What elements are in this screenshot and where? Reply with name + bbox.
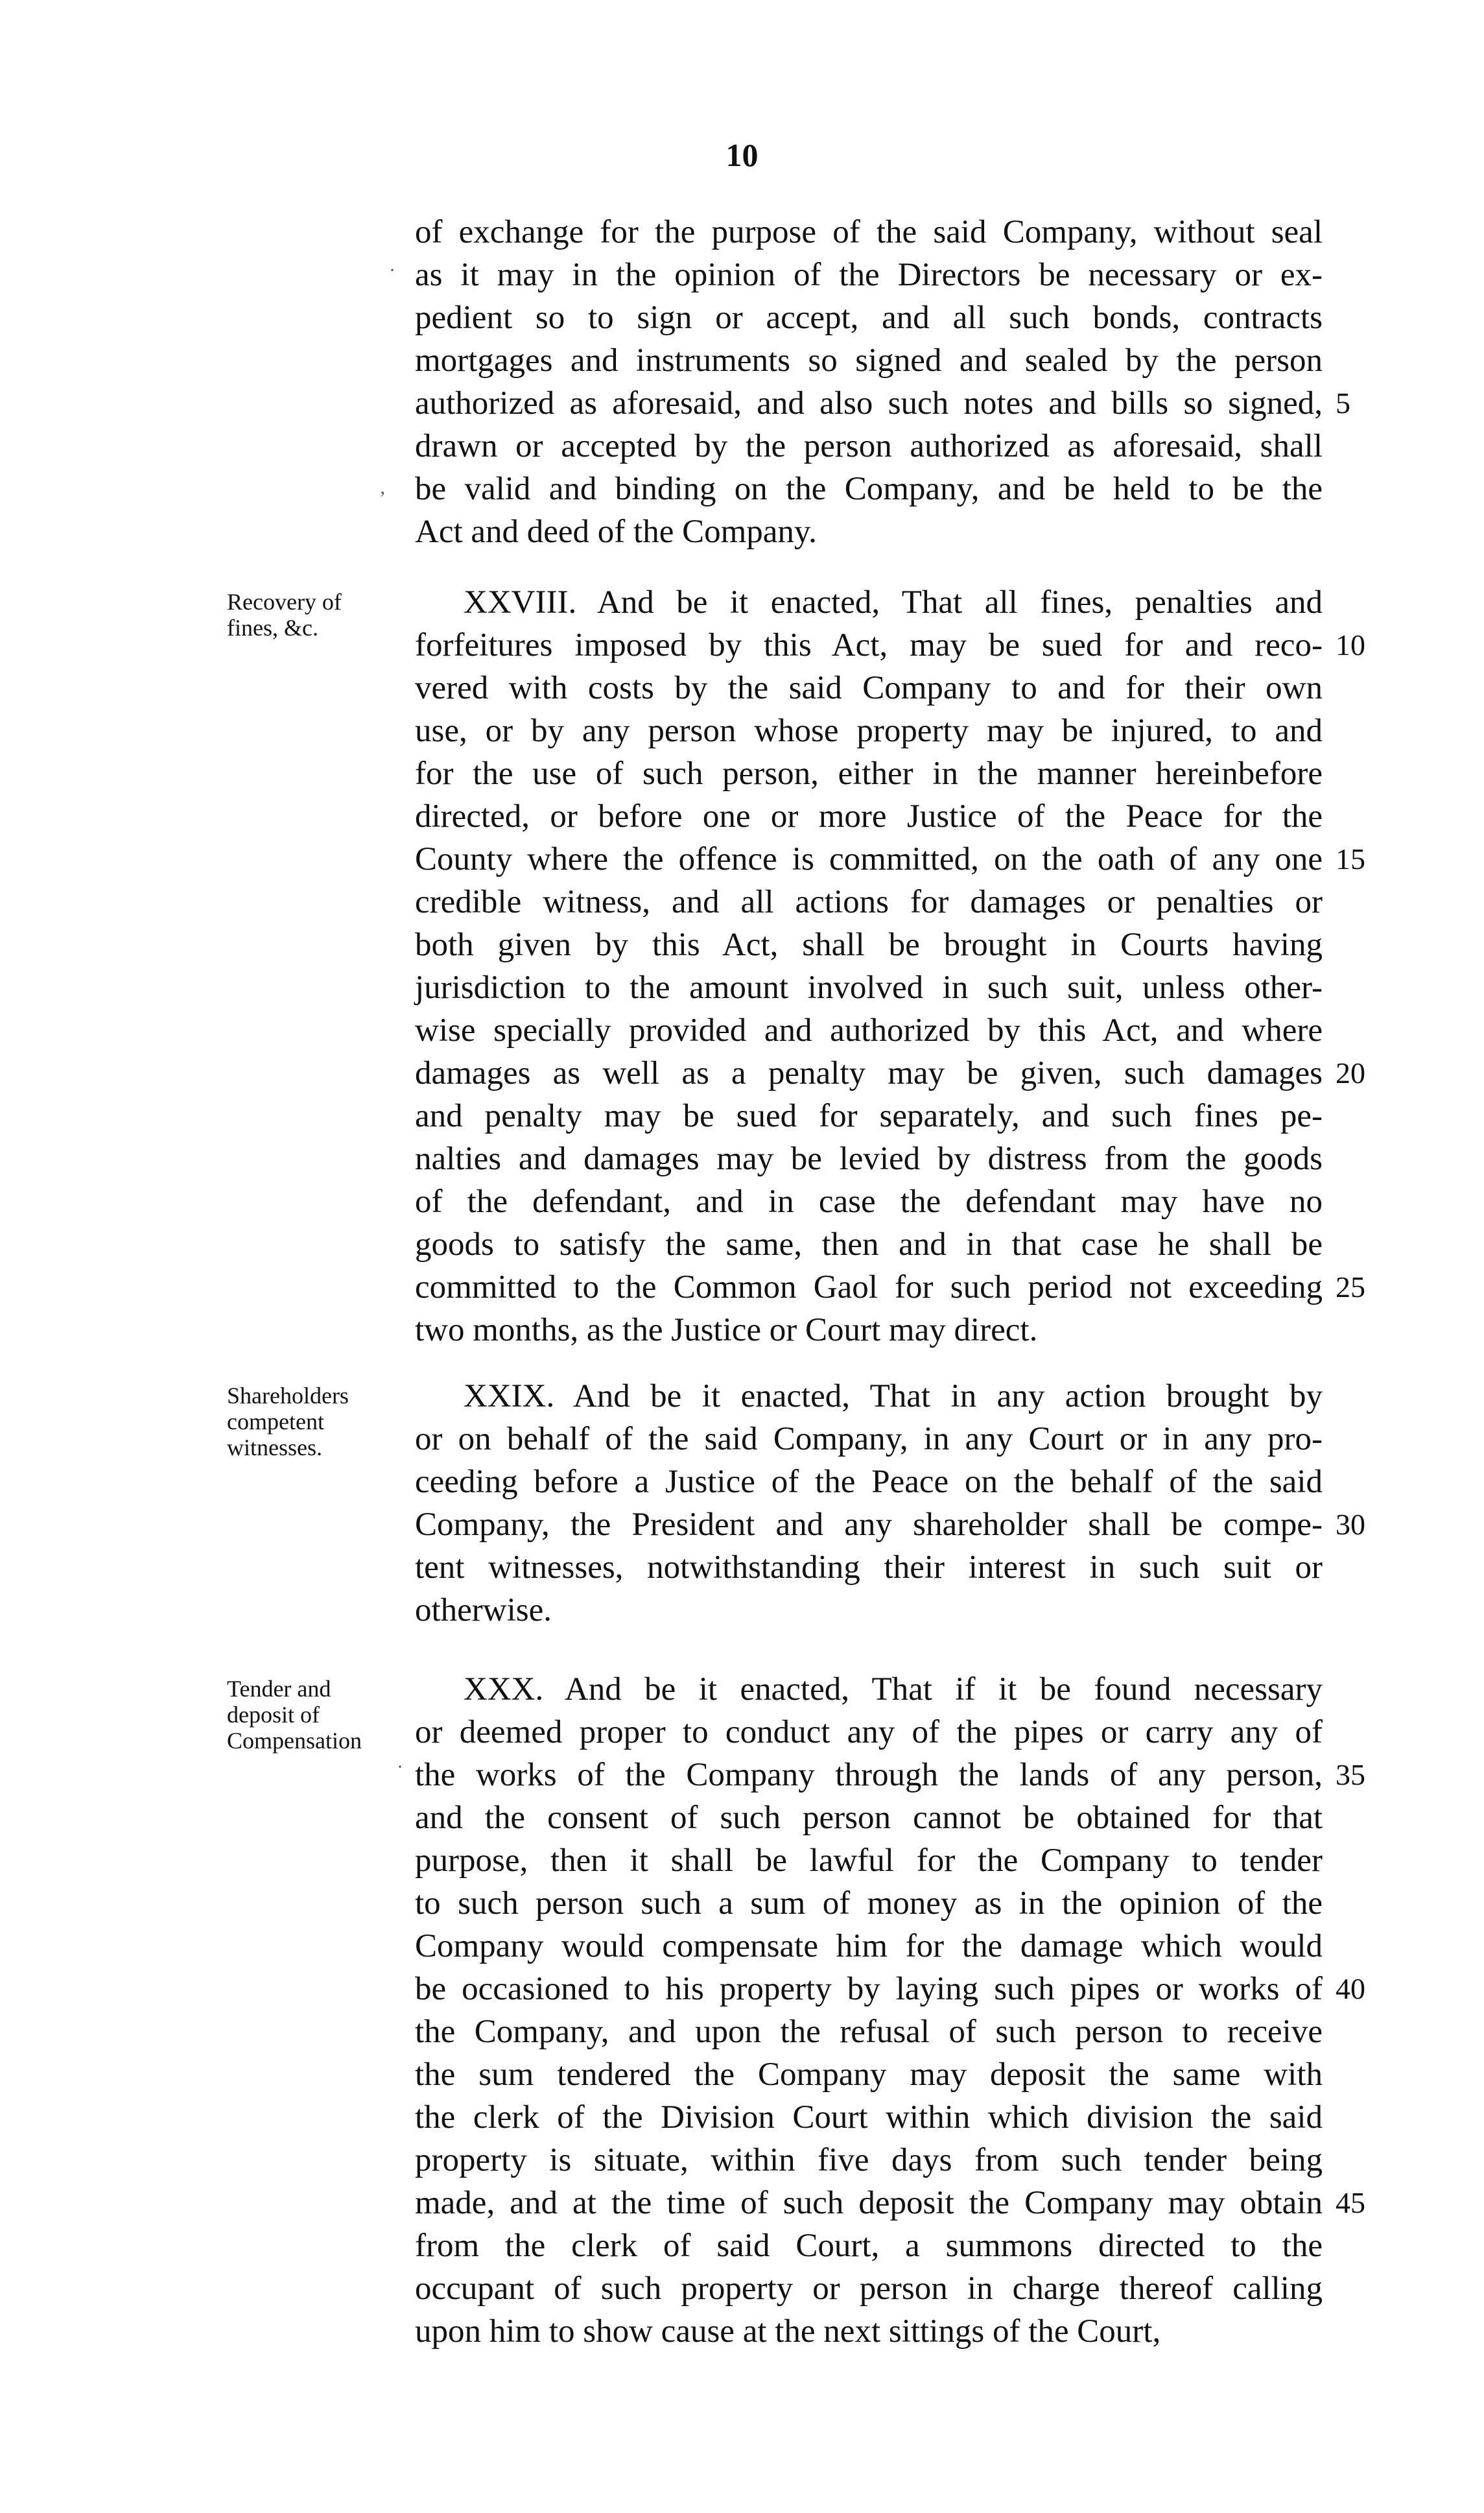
body-text-line: as it may in the opinion of the Directors be necessary or ex- [415,257,1323,293]
line-number: 35 [1336,1758,1365,1791]
body-text-line: directed, or before one or more Justice of the Peace for the [415,798,1323,835]
body-text-line: ceeding before a Justice of the Peace on the behalf of the said [415,1464,1323,1500]
body-text-line: be valid and binding on the Company, and be held to be the [415,471,1323,507]
body-text-line: jurisdiction to the amount involved in such suit, unless other- [415,970,1323,1006]
body-text-line: Company would compensate him for the damage which would [415,1928,1323,1964]
body-text-line: of the defendant, and in case the defendant may have no [415,1184,1323,1220]
body-text-line: from the clerk of said Court, a summons directed to the [415,2228,1323,2264]
body-text-line: upon him to show cause at the next sittings of the Court, [415,2313,1161,2350]
line-number: 30 [1336,1508,1365,1541]
line-number: 5 [1336,387,1350,420]
page-number: 10 [725,137,759,173]
body-text-line: and the consent of such person cannot be obtained for that [415,1800,1323,1836]
line-number: 45 [1336,2186,1365,2219]
stray-mark-2: ‚ [379,477,386,498]
body-text-line: Act and deed of the Company. [415,514,817,550]
body-text-line: be occasioned to his property by laying such pipes or works of [415,1971,1323,2007]
body-text-line: County where the offence is committed, on the oath of any one [415,841,1323,877]
body-text-line: and penalty may be sued for separately, and such fines pe- [415,1098,1323,1134]
line-number: 15 [1336,842,1365,875]
body-text-line: occupant of such property or person in charge thereof calling [415,2270,1323,2307]
body-text-line: or on behalf of the said Company, in any Court or in any pro- [415,1421,1323,1457]
stray-mark-3: · [397,1756,403,1778]
body-text-line: use, or by any person whose property may be injured, to and [415,713,1323,749]
body-text-line: otherwise. [415,1592,552,1628]
body-text-line: both given by this Act, shall be brought in Courts having [415,927,1323,963]
stray-mark-1: · [389,259,395,281]
line-number: 25 [1336,1270,1365,1304]
body-text-line: the works of the Company through the lands of any person, [415,1757,1323,1793]
margin-note-line: Shareholders [227,1383,349,1409]
body-text-line: pedient so to sign or accept, and all such bonds, contracts [415,300,1323,336]
margin-note-line: Compensation [227,1728,362,1754]
body-text-line: the clerk of the Division Court within which division the said [415,2099,1323,2136]
margin-note-line: competent [227,1409,324,1435]
line-number: 40 [1336,1972,1365,2005]
body-text-line: drawn or accepted by the person authorized as aforesaid, shall [415,428,1323,464]
body-text-line: nalties and damages may be levied by distress from the goods [415,1141,1323,1177]
body-text-line: credible witness, and all actions for damages or penalties or [415,884,1323,920]
body-text-line: XXIX. And be it enacted, That in any action brought by [464,1378,1323,1414]
margin-note-line: deposit of [227,1702,320,1728]
body-text-line: property is situate, within five days from such tender being [415,2142,1323,2178]
body-text-line: mortgages and instruments so signed and sealed by the person [415,342,1323,379]
line-number: 20 [1336,1056,1365,1090]
margin-note-line: Recovery of [227,589,342,615]
body-text-line: XXVIII. And be it enacted, That all fines, penalties and [464,584,1323,621]
body-text-line: authorized as aforesaid, and also such notes and bills so signed, [415,385,1323,422]
body-text-line: purpose, then it shall be lawful for the Company to tender [415,1842,1323,1879]
body-text-line: to such person such a sum of money as in the opinion of the [415,1885,1323,1922]
body-text-line: damages as well as a penalty may be given, such damages [415,1055,1323,1091]
body-text-line: forfeitures imposed by this Act, may be sued for and reco- [415,627,1323,663]
line-number: 10 [1336,628,1365,661]
body-text-line: or deemed proper to conduct any of the pipes or carry any of [415,1714,1323,1750]
body-text-line: Company, the President and any shareholder shall be compe- [415,1507,1323,1543]
margin-note-line: Tender and [227,1676,331,1702]
margin-note-line: witnesses. [227,1435,322,1460]
body-text-line: the Company, and upon the refusal of such person to receive [415,2014,1323,2050]
body-text-line: committed to the Common Gaol for such period not exceeding [415,1269,1323,1305]
body-text-line: for the use of such person, either in the manner hereinbefore [415,756,1323,792]
margin-note-line: fines, &c. [227,615,318,641]
body-text-line: wise specially provided and authorized by this Act, and where [415,1012,1323,1049]
body-text-line: two months, as the Justice or Court may direct. [415,1312,1038,1348]
body-text-line: made, and at the time of such deposit the Company may obtain [415,2185,1323,2221]
body-text-line: XXX. And be it enacted, That if it be found necessary [464,1671,1323,1708]
body-text-line: vered with costs by the said Company to and for their own [415,670,1323,706]
body-text-line: tent witnesses, notwithstanding their interest in such suit or [415,1549,1323,1586]
body-text-line: of exchange for the purpose of the said Company, without seal [415,214,1323,250]
body-text-line: goods to satisfy the same, then and in that case he shall be [415,1226,1323,1263]
body-text-line: the sum tendered the Company may deposit the same with [415,2056,1323,2093]
